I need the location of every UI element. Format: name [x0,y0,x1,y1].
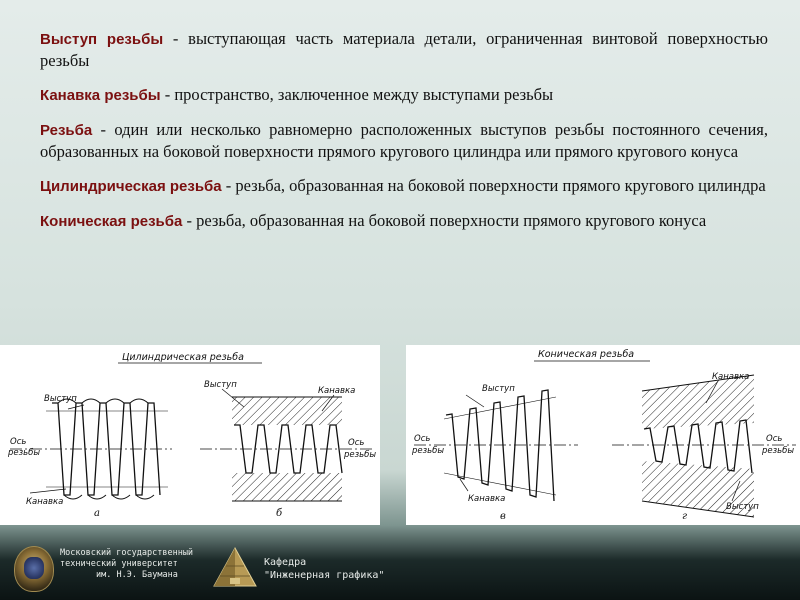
department-name [264,556,384,582]
label-rezby-b: резьбы [344,450,377,460]
term-conical: Коническая резьба [40,213,183,230]
department-footer [206,540,406,596]
label-vystup-a: Выступ [44,394,77,404]
definition-text: - один или несколько равномерно расположенных выступов резьбы постоянного сечения, образованных на боковой поверхности прямого кругового цилиндра или прямого кругового конуса [40,120,768,161]
label-kanavka-v: Канавка [468,494,506,504]
label-kanavka-g: Канавка [712,372,750,382]
letter-b: б [276,508,283,519]
thread-drawing-b [200,389,372,501]
conical-thread-figure [406,345,800,525]
university-line: технический университет [60,559,178,569]
label-os-b: Ось [348,438,365,448]
definition-text: - резьба, образованная на боковой поверхности прямого кругового цилиндра [221,176,766,195]
university-name [60,548,193,581]
label-rezby-g: резьбы [762,446,795,456]
letter-a: а [94,508,100,519]
label-rezby-a: резьбы [8,448,41,458]
definition-cylindrical [40,175,768,197]
definitions-block [40,28,768,245]
figure-title-cylindrical: Цилиндрическая резьба [122,352,244,363]
university-seal-icon [14,546,54,592]
definition-text: - пространство, заключенное между выступами резьбы [160,85,554,104]
department-line: "Инженерная графика" [264,570,385,581]
definition-text: - резьба, образованная на боковой поверхности прямого кругового конуса [182,211,707,230]
term-kanavka: Канавка резьбы [40,87,161,104]
letter-v: в [500,511,506,522]
label-os-g: Ось [766,434,783,444]
definition-vystup [40,28,768,71]
label-vystup-g: Выступ [726,502,759,512]
definition-kanavka [40,84,768,106]
term-vystup: Выступ резьбы [40,31,164,48]
label-os-v: Ось [414,434,431,444]
cylindrical-thread-figure [0,345,380,525]
label-kanavka-a: Канавка [26,497,64,507]
university-line: Московский государственный [60,548,194,558]
term-cylindrical: Цилиндрическая резьба [40,178,222,195]
definition-text: - выступающая часть материала детали, ограниченная винтовой поверхностью резьбы [40,29,768,70]
letter-g: г [682,511,688,522]
label-kanavka-b: Канавка [318,386,356,396]
department-line: Кафедра [264,557,307,568]
term-rezba: Резьба [40,122,93,139]
figure-title-conical: Коническая резьба [538,349,635,360]
university-footer [6,540,196,596]
university-line: им. Н.Э. Баумана [96,570,178,580]
definition-rezba [40,119,768,162]
label-rezby-v: резьбы [412,446,445,456]
label-vystup-v: Выступ [482,384,515,394]
pyramid-logo-icon [212,546,258,590]
label-vystup-b: Выступ [204,380,237,390]
label-os-a: Ось [10,437,27,447]
definition-conical [40,210,768,232]
